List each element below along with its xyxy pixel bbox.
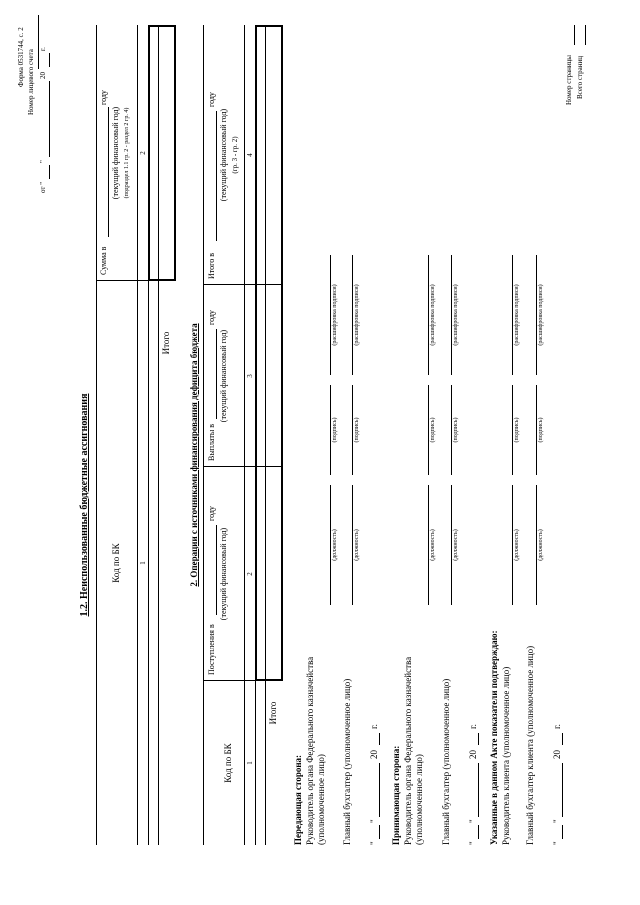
confirm-date-open: " — [552, 841, 562, 845]
section2-num3: 3 — [246, 374, 254, 378]
receive-head-sub: (уполномоченное лицо) — [414, 754, 424, 845]
section2-col-total-year: году — [207, 92, 216, 107]
receive-acc-signature-line — [451, 385, 452, 475]
receive-acc-decode: (расшифровка подписи) — [453, 284, 459, 346]
transfer-date-open: " — [369, 841, 379, 845]
receive-acc-position-line — [451, 485, 452, 605]
section2-total-box — [255, 25, 283, 681]
transfer-head: Руководитель органа Федерального казначейства — [305, 656, 315, 845]
receive-acc-signature: (подпись) — [453, 417, 459, 443]
section1-col-code: Код по БК — [111, 543, 121, 583]
confirm-date-close: " — [552, 819, 562, 823]
confirm-acc-position: (должность) — [538, 529, 544, 561]
receive-date-year-suffix: г. — [468, 724, 478, 729]
section2-col-code: Код по БК — [223, 743, 233, 783]
transfer-head-signature: (подпись) — [332, 417, 338, 443]
confirm-head-position-line — [512, 485, 513, 605]
confirm-head-signature: (подпись) — [514, 417, 520, 443]
receive-acc-decode-line — [451, 255, 452, 375]
confirm-date-month — [562, 763, 563, 817]
date-quote: " — [39, 160, 47, 163]
transfer-acc-signature: (подпись) — [354, 417, 360, 443]
total-pages-label: Всего страниц — [576, 55, 584, 99]
confirm-head: Руководитель клиента (уполномоченное лицо) — [501, 666, 511, 845]
date-year-line — [49, 53, 50, 67]
transfer-date-year-prefix: 20 — [369, 750, 379, 759]
section1-total-box — [148, 25, 176, 281]
section1-total: Итого — [161, 331, 171, 355]
section2-num2: 2 — [246, 572, 254, 576]
section2-total-div3 — [265, 284, 283, 285]
section2-total-div2 — [265, 466, 283, 467]
transfer-acc-signature-line — [352, 385, 353, 475]
section2-out-year-line — [216, 329, 217, 419]
transfer-head-signature-line — [330, 385, 331, 475]
section2-in-year-line — [216, 525, 217, 615]
section2-col-in: Поступления в — [207, 624, 216, 675]
section2-col-in-sub: (текущий финансовый год) — [219, 527, 228, 621]
receive-date-month — [478, 763, 479, 817]
section2-col-out-year: году — [207, 310, 216, 325]
date-year-suffix: г. — [39, 47, 47, 51]
receive-head-decode-line — [428, 255, 429, 375]
confirm-title: Указанные в данном Акте показатели подтверждаю: — [489, 630, 499, 845]
total-pages-line — [585, 25, 586, 45]
confirm-acc: Главный бухгалтер клиента (уполномоченное лицо) — [525, 645, 535, 845]
confirm-date-day — [562, 825, 563, 839]
transfer-head-position-line — [330, 485, 331, 605]
transfer-acc: Главный бухгалтер (уполномоченное лицо) — [342, 678, 352, 845]
transfer-acc-decode-line — [352, 255, 353, 375]
date-year-prefix: 20 — [39, 72, 47, 79]
section1-col-sum-note: (подраздел 1.1 гр. 2 - раздел 2 гр. 4) — [124, 107, 130, 199]
page-number-label: Номер страницы — [565, 54, 573, 105]
section2-col-out: Выплаты в — [207, 424, 216, 461]
date-month-line — [49, 81, 50, 157]
section2-total-year-line — [216, 111, 217, 241]
confirm-head-decode: (расшифровка подписи) — [514, 284, 520, 346]
section2-top-line — [203, 25, 204, 845]
section1-col-sum: Сумма в — [99, 246, 108, 275]
section1-col-sum-year: году — [99, 90, 108, 105]
section2-col-total-note: (гр. 3 - гр. 2) — [231, 136, 239, 174]
receive-head-signature-line — [428, 385, 429, 475]
confirm-head-decode-line — [512, 255, 513, 375]
section1-col-sum-sub: (текущий финансовый год) — [111, 106, 120, 200]
confirm-acc-decode-line — [536, 255, 537, 375]
receive-date-open: " — [468, 841, 478, 845]
transfer-head-decode: (расшифровка подписи) — [332, 284, 338, 346]
receive-acc: Главный бухгалтер (уполномоченное лицо) — [441, 678, 451, 845]
section2-title: 2. Операции с источниками финансирования дефицита бюджета — [189, 323, 199, 587]
receive-date-day — [478, 825, 479, 839]
confirm-date-year — [562, 733, 563, 745]
section2-col-in-year: году — [207, 506, 216, 521]
transfer-date-day — [379, 825, 380, 839]
transfer-date-month — [379, 763, 380, 817]
receive-head: Руководитель органа Федерального казначейства — [403, 656, 413, 845]
transfer-head-sub: (уполномоченное лицо) — [316, 754, 326, 845]
confirm-acc-signature-line — [536, 385, 537, 475]
confirm-head-signature-line — [512, 385, 513, 475]
section1-numrow-line — [137, 25, 138, 845]
receive-date-year-prefix: 20 — [468, 750, 478, 759]
confirm-head-position: (должность) — [514, 529, 520, 561]
transfer-acc-position-line — [352, 485, 353, 605]
receive-title: Принимающая сторона: — [391, 745, 401, 845]
receive-head-decode: (расшифровка подписи) — [430, 284, 436, 346]
transfer-head-decode-line — [330, 255, 331, 375]
receive-date-close: " — [468, 819, 478, 823]
section2-total: Итого — [268, 701, 278, 725]
transfer-title: Передающая сторона: — [293, 754, 303, 845]
receive-acc-position: (должность) — [453, 529, 459, 561]
confirm-acc-position-line — [536, 485, 537, 605]
section1-title: 1.2. Неиспользованные бюджетные ассигнования — [79, 393, 90, 617]
section1-num1: 1 — [139, 561, 147, 565]
confirm-date-year-prefix: 20 — [552, 750, 562, 759]
section2-col-total: Итого в — [207, 252, 216, 279]
transfer-date-year — [379, 733, 380, 745]
transfer-head-position: (должность) — [332, 529, 338, 561]
section2-num4: 4 — [246, 153, 254, 157]
receive-head-position: (должность) — [430, 529, 436, 561]
transfer-acc-decode: (расшифровка подписи) — [354, 284, 360, 346]
date-from: от " — [39, 181, 47, 193]
receive-date-year — [478, 733, 479, 745]
transfer-date-year-suffix: г. — [369, 724, 379, 729]
date-day-line — [49, 165, 50, 179]
transfer-acc-position: (должность) — [354, 529, 360, 561]
section1-num2: 2 — [139, 151, 147, 155]
account-label: Номер лицевого счета — [27, 49, 35, 115]
section2-col-total-sub: (текущий финансовый год) — [219, 108, 228, 202]
receive-head-position-line — [428, 485, 429, 605]
confirm-acc-decode: (расшифровка подписи) — [538, 284, 544, 346]
page-number-line — [574, 25, 575, 45]
receive-head-signature: (подпись) — [430, 417, 436, 443]
section2-num1: 1 — [246, 761, 254, 765]
section2-col-out-sub: (текущий финансовый год) — [219, 329, 228, 423]
section1-top-line — [96, 25, 97, 845]
section1-year-line — [108, 107, 109, 237]
account-line — [38, 15, 39, 69]
transfer-date-close: " — [369, 819, 379, 823]
form-number: Форма 0531744, с. 2 — [17, 27, 25, 87]
confirm-acc-signature: (подпись) — [538, 417, 544, 443]
section2-numrow-line — [244, 25, 245, 845]
confirm-date-year-suffix: г. — [552, 724, 562, 729]
